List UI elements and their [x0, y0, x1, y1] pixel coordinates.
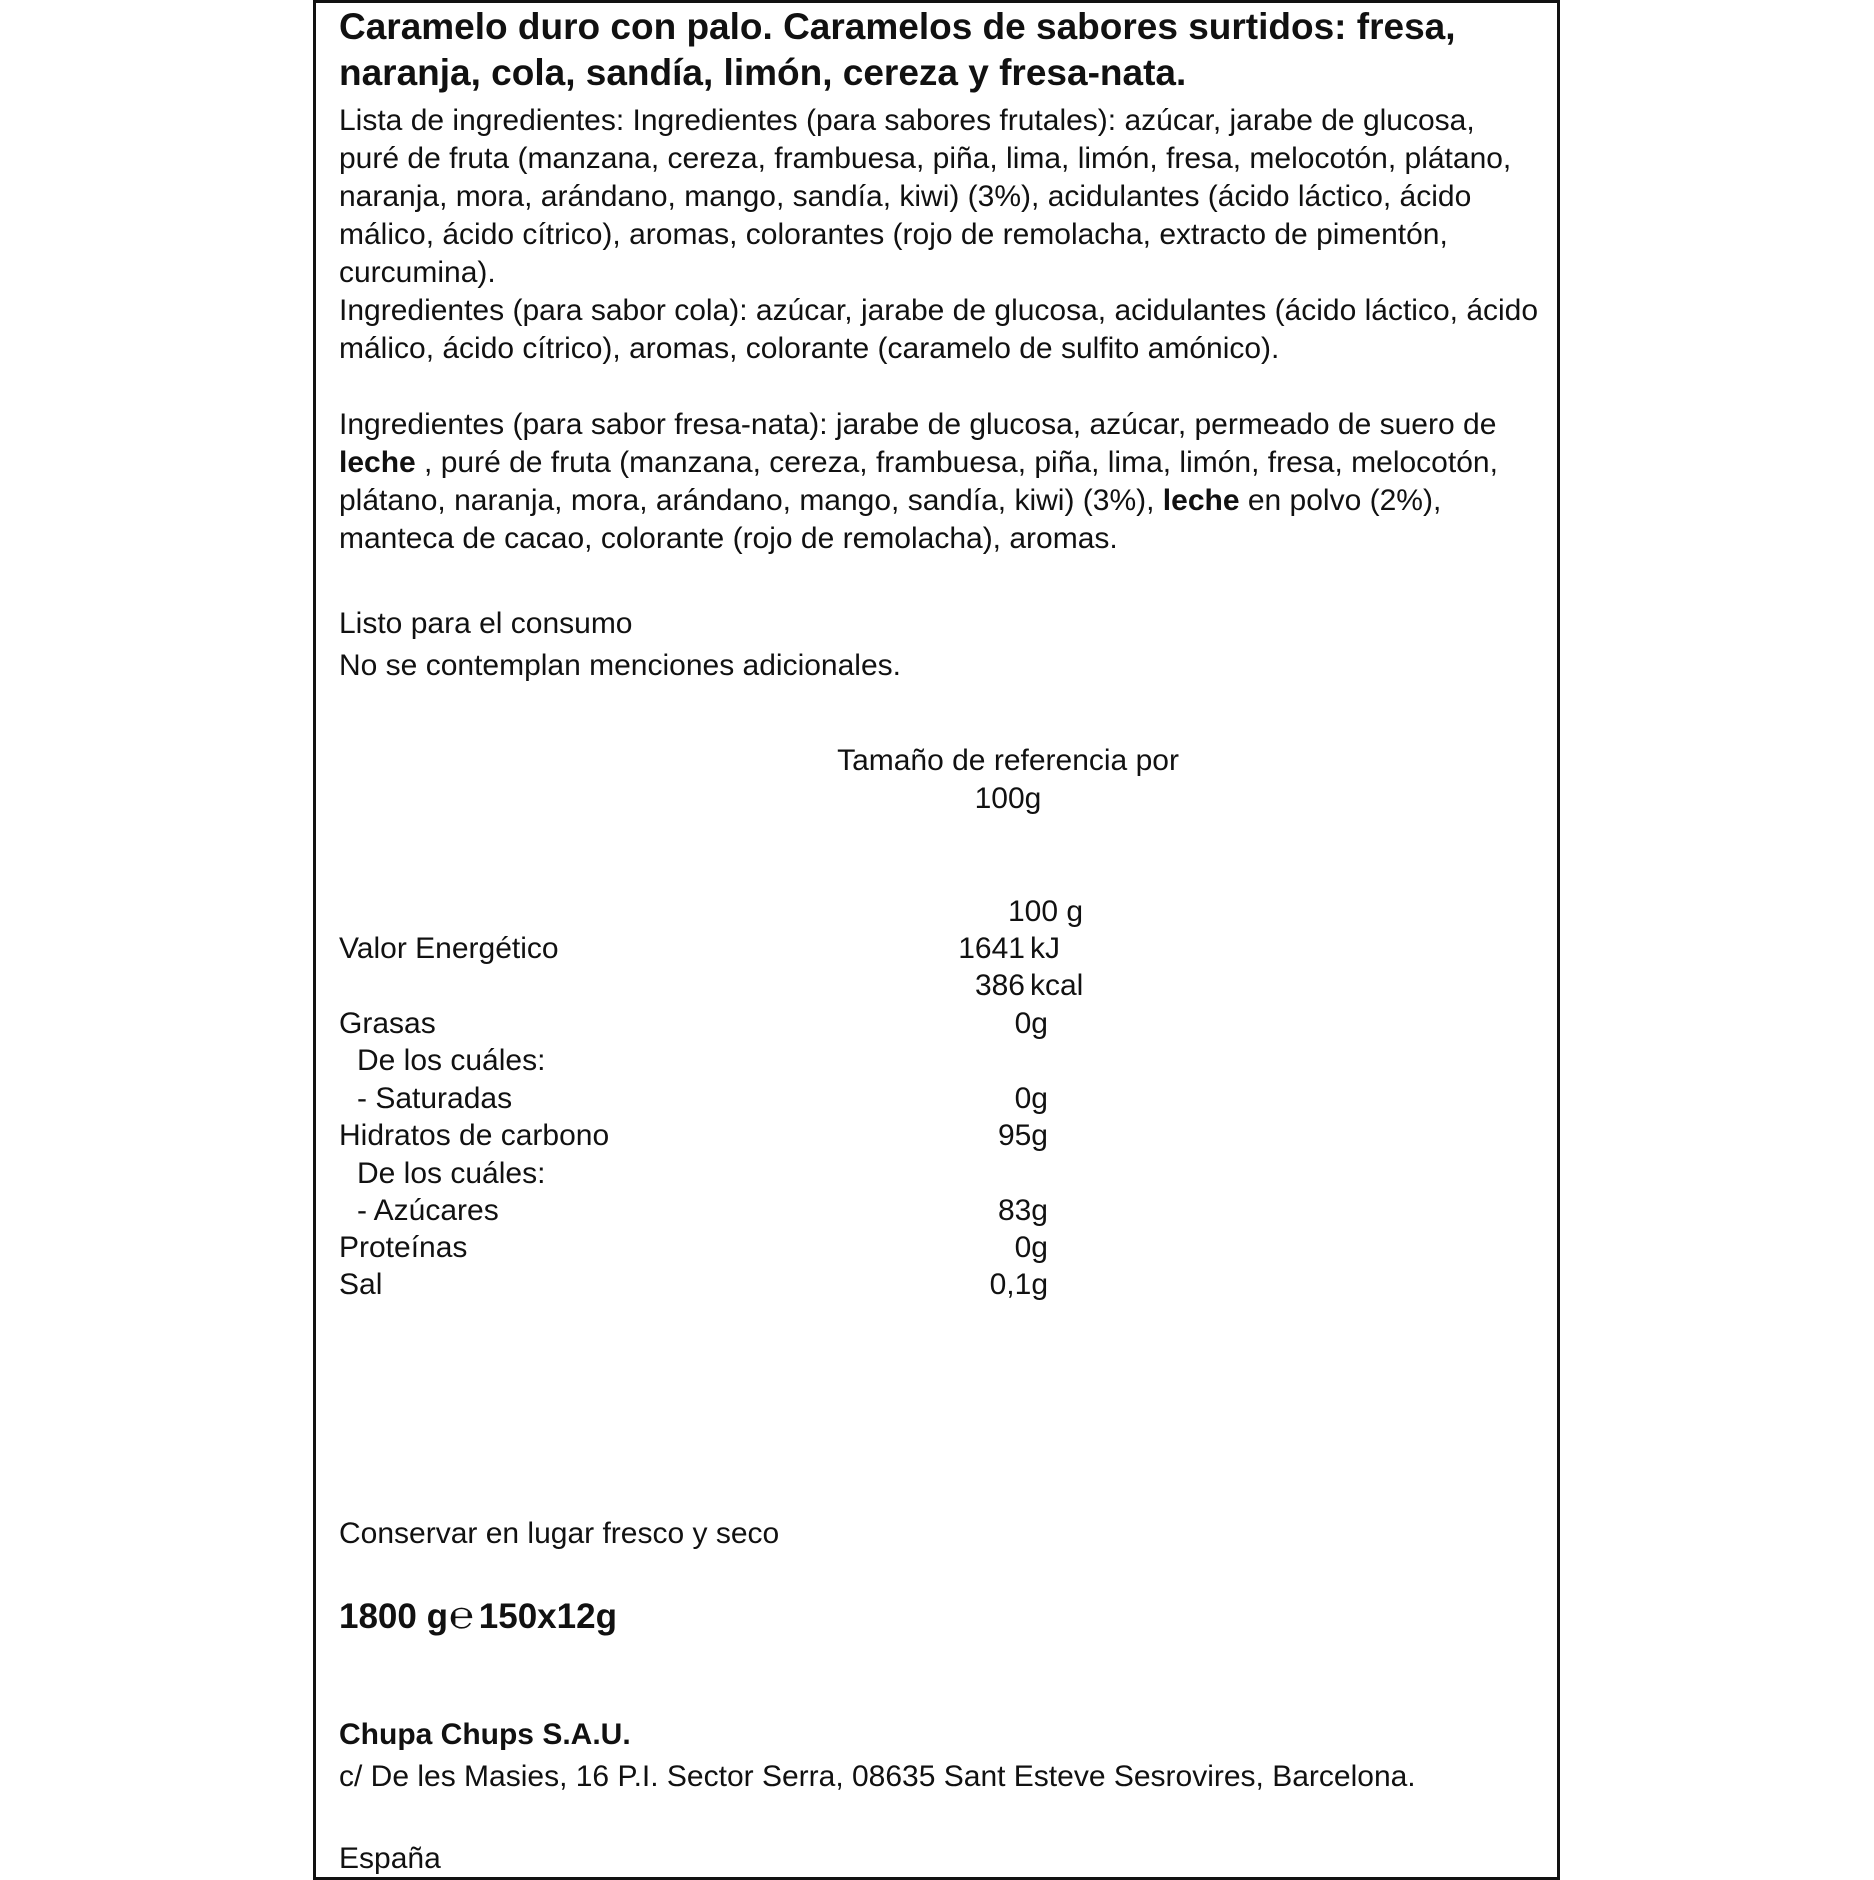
additional-mentions-note: No se contemplan menciones adicionales.: [339, 649, 901, 682]
company-name: Chupa Chups S.A.U.: [339, 1718, 631, 1751]
ingredients-fruit: Lista de ingredientes: Ingredientes (para sabores frutales): azúcar, jarabe de glucosa, puré de fruta (manzana, cereza, frambuesa, piña, lima, limón, fresa, melocotón, plátano, naranja, mora, arándano, mango, sandía, kiwi) (3%), acidulantes (ácido láctico, ácido málico, ácido cítrico), aromas, colorantes (rojo de remolacha, extracto de pimentón, curcumina).: [339, 104, 1512, 289]
energy-kj-unit: kJ: [1030, 932, 1060, 965]
reference-size-line2: 100g: [974, 782, 1042, 815]
saturated-label: - Saturadas: [357, 1082, 513, 1115]
nutrition-column-header: 100 g: [1008, 895, 1084, 928]
product-title: Caramelo duro con palo. Caramelos de sabores surtidos: fresa, naranja, cola, sandía, limón, cereza y fresa-nata.: [339, 6, 1456, 93]
allergen-milk-1: leche: [339, 446, 416, 479]
net-quantity: [339, 1594, 617, 1639]
ingredients-cream-part1: Ingredientes (para sabor fresa-nata): jarabe de glucosa, azúcar, permeado de suero de: [339, 408, 1497, 441]
energy-kcal-unit: kcal: [1030, 969, 1084, 1002]
storage-instructions: Conservar en lugar fresco y seco: [339, 1517, 780, 1550]
fat-value: 0g: [1014, 1007, 1048, 1040]
salt-value: 0,1g: [989, 1268, 1048, 1301]
ingredients-cream-part3: en polvo (2%), manteca de cacao, colorante (rojo de remolacha), aromas.: [339, 484, 1442, 555]
pack-format: 150x12g: [478, 1597, 617, 1636]
of-which-fat-label: De los cuáles:: [357, 1044, 546, 1077]
carbs-label: Hidratos de carbono: [339, 1119, 610, 1152]
carbs-value: 95g: [997, 1119, 1048, 1152]
fat-label: Grasas: [339, 1007, 436, 1040]
allergen-milk-2: leche: [1162, 484, 1240, 517]
ingredients-cream: [339, 406, 1539, 558]
sugars-value: 83g: [997, 1194, 1048, 1227]
company-country: España: [339, 1842, 441, 1875]
estimated-sign-icon: ℮: [448, 1595, 474, 1637]
net-weight: 1800 g: [339, 1597, 448, 1636]
of-which-carbs-label: De los cuáles:: [357, 1157, 546, 1190]
protein-label: Proteínas: [339, 1231, 468, 1264]
saturated-value: 0g: [1014, 1082, 1048, 1115]
ingredients-cola: Ingredientes (para sabor cola): azúcar, jarabe de glucosa, acidulantes (ácido láctico, ácido málico, ácido cítrico), aromas, colorante (caramelo de sulfito amónico).: [339, 294, 1539, 365]
protein-value: 0g: [1014, 1231, 1048, 1264]
reference-size-line1: Tamaño de referencia por: [837, 744, 1179, 777]
energy-kj-value: 1641: [958, 932, 1025, 965]
salt-label: Sal: [339, 1268, 383, 1301]
ready-to-eat-note: Listo para el consumo: [339, 607, 633, 640]
ingredients-cream-part2: , puré de fruta (manzana, cereza, frambuesa, piña, lima, limón, fresa, melocotón, plátano, naranja, mora, arándano, mango, sandía, kiwi) (3%),: [339, 446, 1498, 517]
company-address: c/ De les Masies, 16 P.I. Sector Serra, 08635 Sant Esteve Sesrovires, Barcelona.: [339, 1760, 1416, 1793]
energy-kcal-value: 386: [974, 969, 1025, 1002]
sugars-label: - Azúcares: [357, 1194, 499, 1227]
energy-label: Valor Energético: [339, 932, 559, 965]
